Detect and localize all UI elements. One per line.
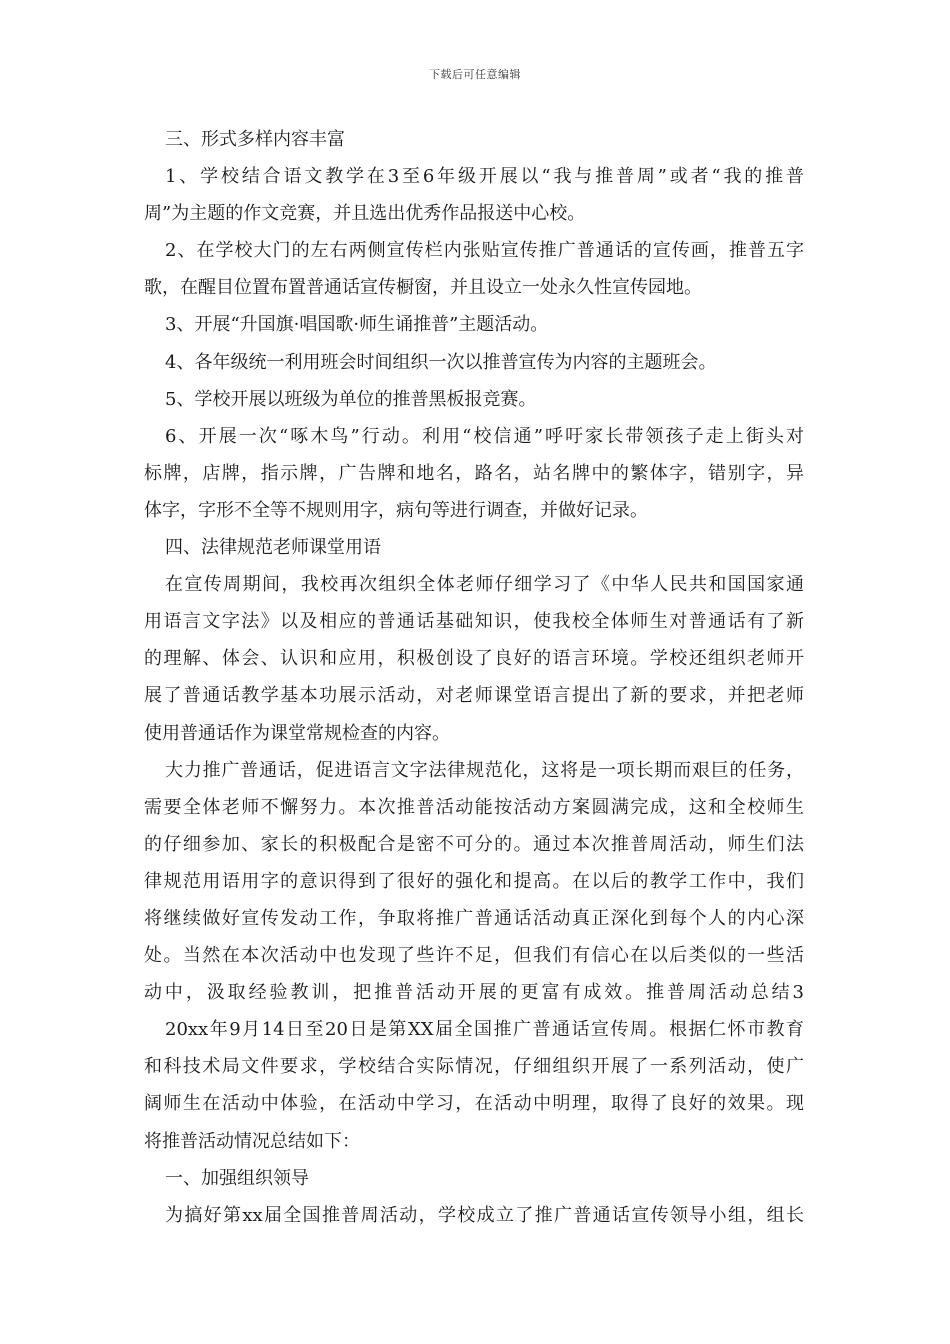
text-line: 3、开展“升国旗·唱国歌·师生诵推普”主题活动。 — [165, 314, 549, 336]
text-line: 周”为主题的作文竞赛，并且选出优秀作品报送中心校。 — [144, 203, 586, 225]
text-line: 律规范用语用字的意识得到了很好的强化和提高。在以后的教学工作中，我们 — [144, 870, 804, 892]
text-line: 20xx年9月14日至20日是第XX届全国推广普通话宣传周。根据仁怀市教育 — [165, 1019, 804, 1041]
text-line: 标牌，店牌，指示牌，广告牌和地名，路名，站名牌中的繁体字，错别字，异 — [144, 462, 804, 484]
text-line: 1、学校结合语文教学在3至6年级开展以“我与推普周”或者“我的推普 — [165, 166, 804, 188]
section-heading: 一、加强组织领导 — [165, 1167, 309, 1189]
text-line: 6、开展一次“啄木鸟”行动。利用“校信通”呼吁家长带领孩子走上街头对 — [165, 425, 804, 447]
text-line: 歌，在醒目位置布置普通话宣传橱窗，并且设立一处永久性宣传园地。 — [144, 277, 702, 299]
text-line: 大力推广普通话，促进语言文字法律规范化，这将是一项长期而艰巨的任务， — [165, 759, 804, 781]
text-line: 的理解、体会、认识和应用，积极创设了良好的语言环境。学校还组织老师开 — [144, 648, 804, 670]
page-header: 下载后可任意编辑 — [429, 68, 521, 81]
text-line: 5、学校开展以班级为单位的推普黑板报竞赛。 — [165, 388, 537, 410]
text-line: 阔师生在活动中体验，在活动中学习，在活动中明理，取得了良好的效果。现 — [144, 1093, 804, 1115]
text-line: 在宣传周期间，我校再次组织全体老师仔细学习了《中华人民共和国国家通 — [165, 574, 804, 596]
text-line: 将继续做好宣传发动工作，争取将推广普通话活动真正深化到每个人的内心深 — [144, 907, 804, 929]
section-heading: 三、形式多样内容丰富 — [165, 129, 345, 150]
document-body — [144, 121, 804, 1234]
text-line: 为搞好第xx届全国推普周活动，学校成立了推广普通话宣传领导小组，组长 — [165, 1204, 804, 1226]
text-line: 展了普通话教学基本功展示活动，对老师课堂语言提出了新的要求，并把老师 — [144, 685, 804, 707]
text-line: 4、各年级统一利用班会时间组织一次以推普宣传为内容的主题班会。 — [165, 351, 717, 373]
text-line: 的仔细参加、家长的积极配合是密不可分的。通过本次推普周活动，师生们法 — [144, 833, 804, 855]
text-line: 使用普通话作为课堂常规检查的内容。 — [144, 722, 450, 744]
text-line: 和科技术局文件要求，学校结合实际情况，仔细组织开展了一系列活动，使广 — [144, 1056, 804, 1078]
text-line: 2、在学校大门的左右两侧宣传栏内张贴宣传推广普通话的宣传画，推普五字 — [165, 240, 804, 262]
text-line: 动中，汲取经验教训，把推普活动开展的更富有成效。推普周活动总结3 — [144, 982, 804, 1004]
text-line: 处。当然在本次活动中也发现了些许不足，但我们有信心在以后类似的一些活 — [144, 945, 804, 967]
text-line: 体字，字形不全等不规则用字，病句等进行调查，并做好记录。 — [144, 499, 648, 521]
text-line: 需要全体老师不懈努力。本次推普活动能按活动方案圆满完成，这和全校师生 — [144, 796, 804, 818]
text-line: 用语言文字法》以及相应的普通话基础知识，使我校全体师生对普通话有了新 — [144, 611, 804, 633]
section-heading: 四、法律规范老师课堂用语 — [165, 537, 381, 559]
text-line: 将推普活动情况总结如下： — [144, 1130, 360, 1152]
